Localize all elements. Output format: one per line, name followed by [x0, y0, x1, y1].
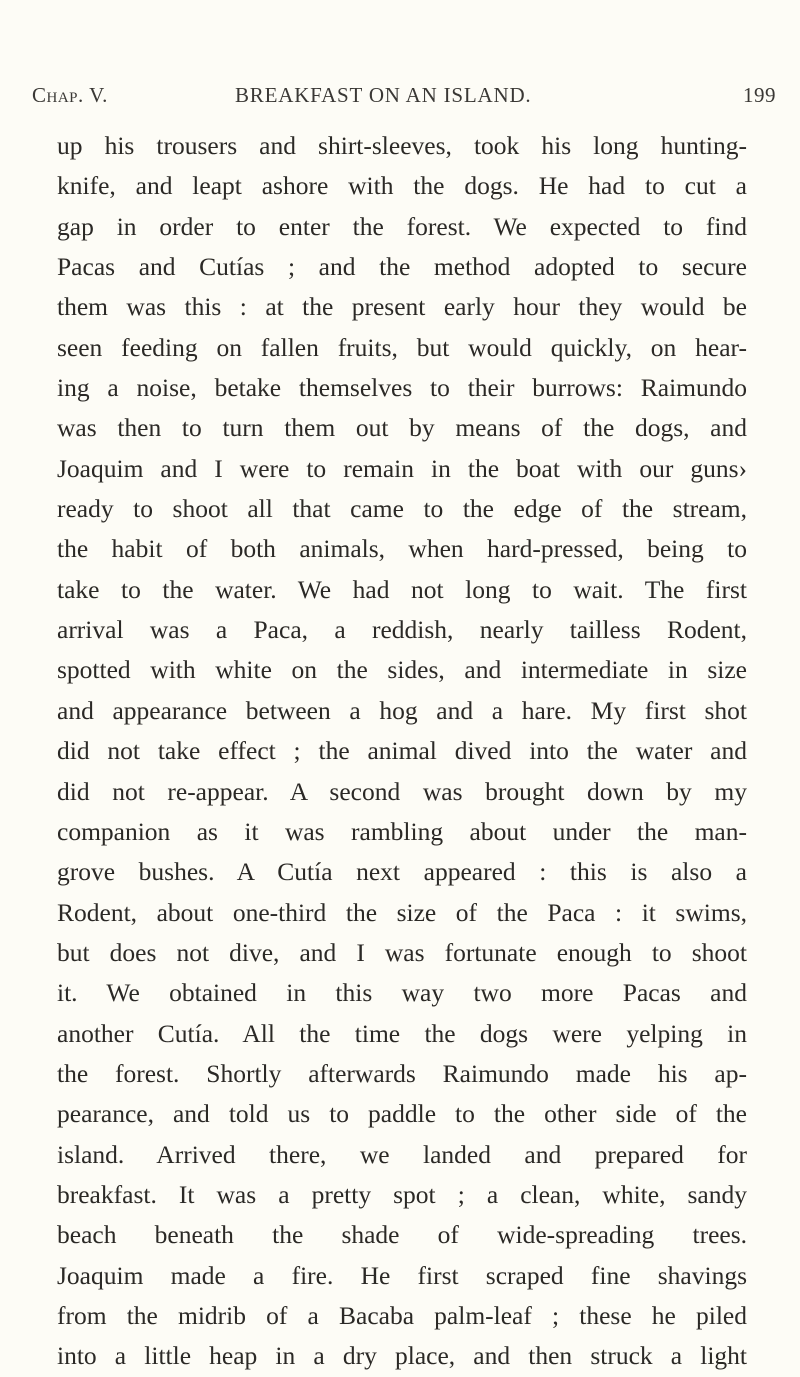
text-line: Joaquim made a fire. He first scraped fine shavings — [57, 1260, 747, 1290]
text-line: up his trousers and shirt-sleeves, took his long hunting- — [57, 131, 747, 160]
text-line: ready to shoot all that came to the edge of the stream, — [57, 494, 747, 524]
text-line: Rodent, about one-third the size of the Paca : it swims, — [57, 897, 747, 927]
text-line: ing a noise, betake themselves to their burrows: Raimundo — [57, 373, 747, 403]
chapter-label: Chap. V. — [32, 83, 108, 107]
chapter-title: BREAKFAST ON AN ISLAND. — [235, 83, 532, 107]
text-line: but does not dive, and I was fortunate enough to shoot — [57, 937, 747, 967]
text-line: seen feeding on fallen fruits, but would quickly, on hear- — [57, 332, 747, 362]
text-line: spotted with white on the sides, and intermediate in size — [57, 655, 747, 685]
text-line: the forest. Shortly afterwards Raimundo made his ap- — [57, 1058, 747, 1088]
text-line: from the midrib of a Bacaba palm-leaf ; these he piled — [57, 1300, 747, 1330]
text-line: grove bushes. A Cutía next appeared : this is also a — [57, 857, 747, 887]
text-line: another Cutía. All the time the dogs were yelping in — [57, 1018, 747, 1048]
text-line: the habit of both animals, when hard-pressed, being to — [57, 534, 747, 564]
text-line: them was this : at the present early hour they would be — [57, 292, 747, 322]
text-line: island. Arrived there, we landed and prepared for — [57, 1139, 747, 1169]
text-line: and appearance between a hog and a hare. My first shot — [57, 695, 747, 725]
text-line: arrival was a Paca, a reddish, nearly tailless Rodent, — [57, 615, 747, 645]
text-line: take to the water. We had not long to wait. The first — [57, 574, 747, 604]
text-line: pearance, and told us to paddle to the other side of the — [57, 1099, 747, 1129]
text-line: did not re-appear. A second was brought down by my — [57, 776, 747, 806]
text-line: breakfast. It was a pretty spot ; a clean, white, sandy — [57, 1179, 747, 1209]
text-line: companion as it was rambling about under the man- — [57, 816, 747, 846]
text-line: beach beneath the shade of wide-spreading trees. — [57, 1220, 747, 1250]
text-line: Joaquim and I were to remain in the boat with our guns› — [57, 453, 747, 483]
text-line: did not take effect ; the animal dived into the water and — [57, 736, 747, 766]
text-line: knife, and leapt ashore with the dogs. He had to cut a — [57, 171, 747, 201]
body-text — [57, 126, 747, 1377]
text-line: into a little heap in a dry place, and then struck a light — [57, 1341, 747, 1371]
text-line: Pacas and Cutías ; and the method adopted to secure — [57, 252, 747, 282]
running-head — [32, 83, 776, 113]
text-line: gap in order to enter the forest. We expected to find — [57, 211, 747, 241]
page-number: 199 — [743, 83, 776, 107]
text-line: it. We obtained in this way two more Pacas and — [57, 978, 747, 1008]
text-line: was then to turn them out by means of the dogs, and — [57, 413, 747, 443]
